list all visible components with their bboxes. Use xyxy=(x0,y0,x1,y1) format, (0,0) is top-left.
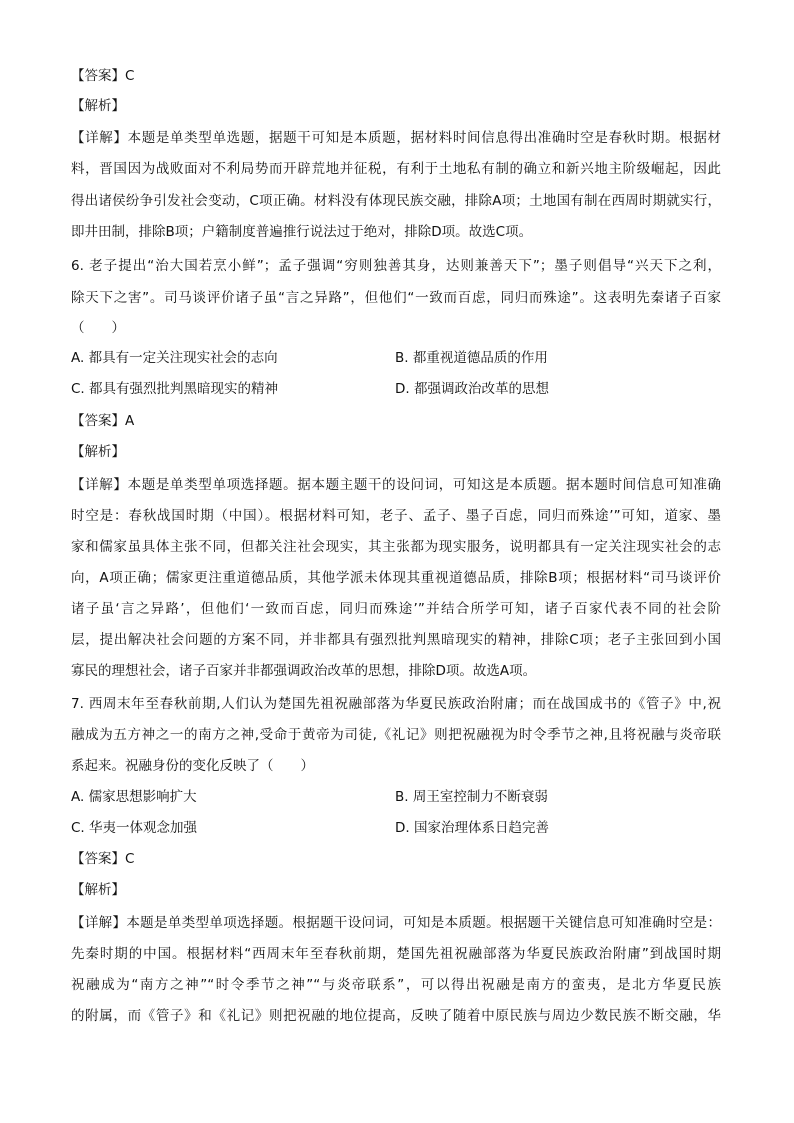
detail-line: 诸子虽‘言之异路’，但他们‘一致而百虑，同归而殊途’”并结合所学可知，诸子百家代表不同的社会阶 xyxy=(71,601,721,617)
analysis-label: 【解析】 xyxy=(71,882,125,898)
question-stem: （ ） xyxy=(71,320,125,336)
option-d: D. 国家治理体系日趋完善 xyxy=(395,820,549,836)
option-d: D. 都强调政治改革的思想 xyxy=(395,381,549,397)
option-b: B. 都重视道德品质的作用 xyxy=(395,350,548,366)
option-a: A. 儒家思想影响扩大 xyxy=(71,789,197,805)
detail-line: 时空是：春秋战国时期（中国）。根据材料可知，老子、孟子、墨子百虑，同归而殊途’”可知，道家、墨 xyxy=(71,508,721,524)
answer-label: 【答案】C xyxy=(71,68,135,84)
detail-line: 得出诸侯纷争引发社会变动，C项正确。材料没有体现民族交融，排除A项；土地国有制在西周时期就实行， xyxy=(71,193,721,209)
answer-label: 【答案】A xyxy=(71,413,135,429)
answer-label: 【答案】C xyxy=(71,851,135,867)
analysis-label: 【解析】 xyxy=(71,444,125,460)
detail-line: 先秦时期的中国。根据材料“西周末年至春秋前期，楚国先祖祝融部落为华夏民族政治附庸”到战国时期 xyxy=(71,946,721,962)
detail-line: 的附属，而《管子》和《礼记》则把祝融的地位提高，反映了随着中原民族与周边少数民族不断交融，华 xyxy=(71,1008,721,1024)
detail-line: 寡民的理想社会，诸子百家并非都强调政治改革的思想，排除D项。故选A项。 xyxy=(71,663,537,679)
analysis-label: 【解析】 xyxy=(71,98,125,114)
question-stem: 6. 老子提出“治大国若烹小鲜”；孟子强调“穷则独善其身，达则兼善天下”；墨子则倡导“兴天下之利， xyxy=(71,258,721,274)
question-stem: 除天下之害”。司马谈评价诸子虽“言之异路”，但他们“一致而百虑，同归而殊途”。这表明先秦诸子百家 xyxy=(71,290,721,306)
option-b: B. 周王室控制力不断衰弱 xyxy=(395,789,548,805)
question-stem: 7. 西周末年至春秋前期,人们认为楚国先祖祝融部落为华夏民族政治附庸；而在战国成书的《管子》中,祝 xyxy=(71,696,721,712)
option-c: C. 华夷一体观念加强 xyxy=(71,820,198,836)
detail-line: 向，A项正确；儒家更注重道德品质，其他学派未体现其重视道德品质，排除B项；根据材料“司马谈评价 xyxy=(71,570,721,586)
question-stem: 系起来。祝融身份的变化反映了（ ） xyxy=(71,758,314,774)
option-c: C. 都具有强烈批判黑暗现实的精神 xyxy=(71,381,279,397)
detail-line: 祝融成为“南方之神”“时令季节之神”“与炎帝联系”，可以得出祝融是南方的蛮夷，是北方华夏民族 xyxy=(71,977,721,993)
detail-line: 即井田制，排除B项；户籍制度普遍推行说法过于绝对，排除D项。故选C项。 xyxy=(71,224,533,240)
option-a: A. 都具有一定关注现实社会的志向 xyxy=(71,350,278,366)
detail-line: 家和儒家虽具体主张不同，但都关注社会现实，其主张都为现实服务，说明都具有一定关注现实社会的志 xyxy=(71,539,721,555)
detail-line: 料，晋国因为战败面对不利局势而开辟荒地并征税，有利于土地私有制的确立和新兴地主阶级崛起，因此 xyxy=(71,161,721,177)
detail-line: 层，提出解决社会问题的方案不同，并非都具有强烈批判黑暗现实的精神，排除C项；老子主张回到小国 xyxy=(71,632,721,648)
detail-line: 【详解】本题是单类型单项选择题。据本题主题干的设问词，可知这是本质题。据本题时间信息可知准确 xyxy=(71,477,721,493)
detail-line: 【详解】本题是单类型单项选择题。根据题干设问词，可知是本质题。根据题干关键信息可知准确时空是： xyxy=(71,915,721,931)
detail-line: 【详解】本题是单类型单选题，据题干可知是本质题，据材料时间信息得出准确时空是春秋时期。根据材 xyxy=(71,130,721,146)
question-stem: 融成为五方神之一的南方之神,受命于黄帝为司徒,《礼记》则把祝融视为时令季节之神,且将祝融与炎帝联 xyxy=(71,727,721,743)
